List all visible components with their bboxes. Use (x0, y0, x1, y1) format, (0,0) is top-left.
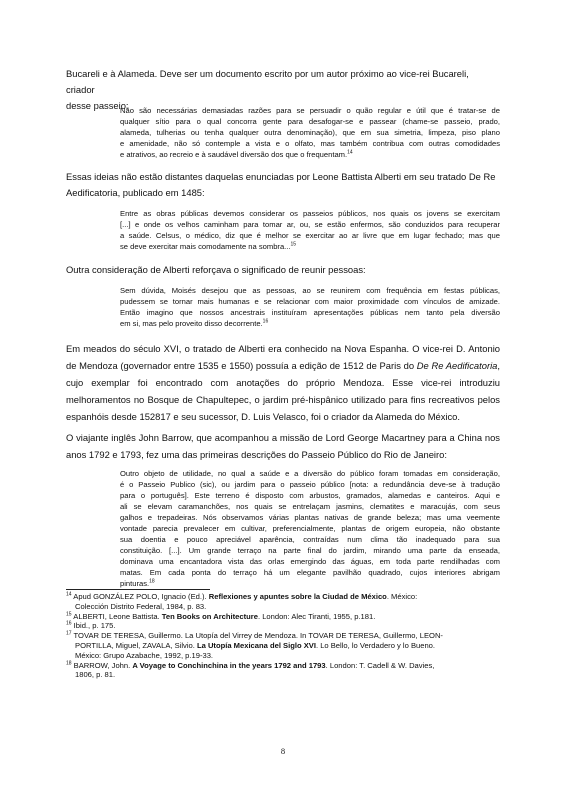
footnote-line: Colección Distrito Federal, 1984, p. 83. (75, 601, 207, 611)
paragraph-barrow (66, 429, 500, 463)
quote-line: constituição. [...]. Um grande terraço na parte final do jardim, mirando uma parte da enseada, (120, 546, 500, 555)
footnote-number: 17 (66, 630, 72, 637)
quote-text: e atrativos, ao recreio e à saudável diversão dos que o frequentam. (120, 150, 348, 159)
footnote-separator (66, 589, 210, 590)
footnote-number: 18 (66, 660, 72, 667)
footnote-line (66, 612, 375, 621)
quote-line (120, 149, 500, 160)
footnote-title: Reflexiones y apuntes sobre la Ciudad de México (208, 592, 387, 601)
footnote-line: México: Grupo Azabache, 1992, p.19-33. (75, 650, 214, 660)
text-line: espanhóis desde 152817 e seu sucessor, D. Luis Velasco, foi o criador da Alameda do México. (66, 411, 460, 422)
footnote-ref: 16 (262, 318, 269, 325)
footnote-line: 1806, p. 81. (75, 670, 116, 680)
quote-line: qualquer sítio para o qual concorra gente para desafogar-se e passear (chame-se passeio, prado, (120, 117, 500, 126)
footnote-ref: 15 (290, 241, 297, 248)
quote-text: pinturas. (120, 579, 150, 588)
quote-line (120, 578, 500, 589)
quote-line: Então imagino que nossos ancestrais instituíram apresentações públicas nem tanto pela diversão (120, 308, 500, 317)
text-run: de Mendoza (governador entre 1535 e 1550) possuía a edição de 1512 de Paris do (66, 360, 417, 371)
footnote-line (66, 641, 500, 651)
footnote-ref: 14 (347, 149, 353, 156)
footnote-text: Ibid., p. 175. (71, 621, 116, 631)
footnote-17 (66, 631, 500, 660)
quote-line: para o português]. Este terreno é disposto com arbustos, gramados, alamedas e canteiros. Aqui e (120, 491, 500, 500)
footnote-15 (66, 612, 500, 622)
quote-line: sua doentia e pouco apreciável aparência, contraídas num clima tão inadequado para sua (120, 535, 500, 544)
footnote-16 (66, 621, 500, 631)
quote-line: vontade parecia prevalecer em cultivar, preferencialmente, plantas de origem europeia, não obstante (120, 524, 500, 533)
footnote-number: 15 (66, 611, 72, 618)
text-line: Aedificatoria, publicado em 1485: (66, 187, 205, 198)
footnote-title: La Utopía Mexicana del Siglo XVI (196, 640, 316, 650)
text-line: melhoramentos no Bosque de Chapultepec, o jardim pré-hispânico utilizado para fins recreativos pelos (66, 394, 500, 405)
text-line: O viajante inglês John Barrow, que acompanhou a missão de Lord George Macartney para a China nos (66, 432, 500, 443)
footnote-ref: 18 (149, 578, 155, 585)
footnote-line (66, 661, 434, 670)
book-title: De Re Aedificatoria (416, 360, 498, 371)
footnote-text: PORTILLA, Miguel, ZAVALA, Silvio. (75, 640, 197, 650)
footnote-text: . Lo Bello, lo Verdadero y lo Bueno. (315, 640, 436, 650)
footnote-line (66, 621, 115, 630)
text-line (66, 357, 500, 374)
paragraph-alberti-2 (66, 262, 500, 278)
text-line: Em meados do século XVI, o tratado de Alberti era conhecido na Nova Espanha. O vice-rei D. Antonio (66, 343, 500, 354)
block-quote-bucareli (120, 105, 500, 160)
quote-line (120, 318, 500, 329)
quote-line (120, 241, 500, 252)
footnote-text: . México: (386, 592, 418, 601)
quote-text: se deve exercitar mais comodamente na sombra... (120, 242, 291, 251)
quote-line: [...] e onde os velhos caminham para tomar ar, ou, se estão enfermos, são conduzidos para recuperar (120, 220, 500, 229)
paragraph-alberti (66, 169, 500, 201)
quote-line: e amenidade, não só contemple a vista e o olfato, mas também contribua com outras comodidades (120, 139, 500, 148)
footnote-text: . London: T. Cadell & W. Davies, (325, 660, 435, 670)
quote-text: em si, mas pelo proveito disso decorrente. (120, 319, 263, 328)
text-line: cujo exemplar foi encontrado com anotações do próprio Mendoza. Esse vice-rei introduziu (66, 377, 500, 388)
text-run: , (497, 360, 500, 371)
footnote-text: Apud GONZÁLEZ POLO, Ignacio (Ed.). (71, 592, 209, 601)
quote-line: Outro objeto de utilidade, no qual a saúde e a diversão do público foram tomadas em consideração, (120, 469, 500, 478)
text-line: anos 1792 e 1793, fez uma das primeiras descrições do Passeio Público do Rio de Janeiro: (66, 449, 447, 460)
text-line: desse passeio: (66, 100, 129, 111)
footnote-text: . London: Alec Tiranti, 1955, p.181. (257, 611, 376, 621)
quote-line: a saúde. Celsus, o médico, diz que é melhor se exercitar ao ar livre que em lugar fechado; mas que (120, 231, 500, 240)
footnote-line (66, 592, 417, 601)
footnote-text: TOVAR DE TERESA, Guillermo. La Utopía del Virrey de Mendoza. In TOVAR DE TERESA, Guillermo, LEON- (71, 631, 443, 641)
quote-line: galhos e trepadeiras. Nós observamos várias plantas nativas de grande beleza; mas uma veemente (120, 513, 500, 522)
text-line: Outra consideração de Alberti reforçava o significado de reunir pessoas: (66, 264, 366, 275)
footnote-text: ALBERTI, Leone Battista. (71, 611, 162, 621)
quote-line: matas. Em cada ponta do terraço há um elegante pavilhão quadrado, cujos interiores abrigam (120, 568, 500, 577)
footnote-18 (66, 661, 500, 681)
footnotes (66, 592, 500, 680)
footnote-number: 16 (66, 620, 72, 627)
quote-line: dominava uma encantadora vista das orlas emergindo das águas, em toda parte rendilhadas com (120, 557, 500, 566)
text-line: Essas ideias não estão distantes daquelas enunciadas por Leone Battista Alberti em seu tratado De Re (66, 171, 496, 182)
quote-line: Entre as obras públicas devemos considerar os passeios públicos, nos quais os jovens se exercitam (120, 209, 500, 218)
block-quote-alberti-2 (120, 285, 500, 329)
quote-line: Não são necessárias demasiadas razões para se persuadir o quão regular e útil que é tratar-se de (120, 106, 500, 115)
footnote-title: A Voyage to Conchinchina in the years 1792 and 1793 (132, 660, 326, 670)
page-number: 8 (280, 746, 286, 756)
quote-line: é o Passeio Publico (sic), ou jardim para o passeio público [nota: a redundância deve-se à tradução (120, 480, 500, 489)
paragraph-mendoza (66, 340, 500, 425)
quote-line: alameda, tulherias ou tenha qualquer outra denominação), que em sua simetria, limpeza, piso plano (120, 128, 500, 137)
quote-line: Sem dúvida, Moisés desejou que as pessoas, ao se reunirem com frequência em festas públicas, (120, 286, 500, 295)
quote-line: pudessem se tornar mais humanas e se relacionar com maior proximidade com vínculos de amizade. (120, 297, 500, 306)
text-line: Bucareli e à Alameda. Deve ser um documento escrito por um autor próximo ao vice-rei Bucareli, criador (66, 68, 469, 95)
footnote-number: 14 (66, 591, 72, 598)
footnote-14 (66, 592, 500, 612)
footnote-line (66, 631, 443, 640)
footnote-title: Ten Books on Architecture (161, 611, 258, 621)
block-quote-alberti-1 (120, 208, 500, 252)
footnote-text: BARROW, John. (71, 660, 133, 670)
quote-line: ali se elevam caramanchões, nos quais se entrelaçam jasmins, clematites e maracujás, com seus (120, 502, 500, 511)
block-quote-barrow (120, 468, 500, 589)
